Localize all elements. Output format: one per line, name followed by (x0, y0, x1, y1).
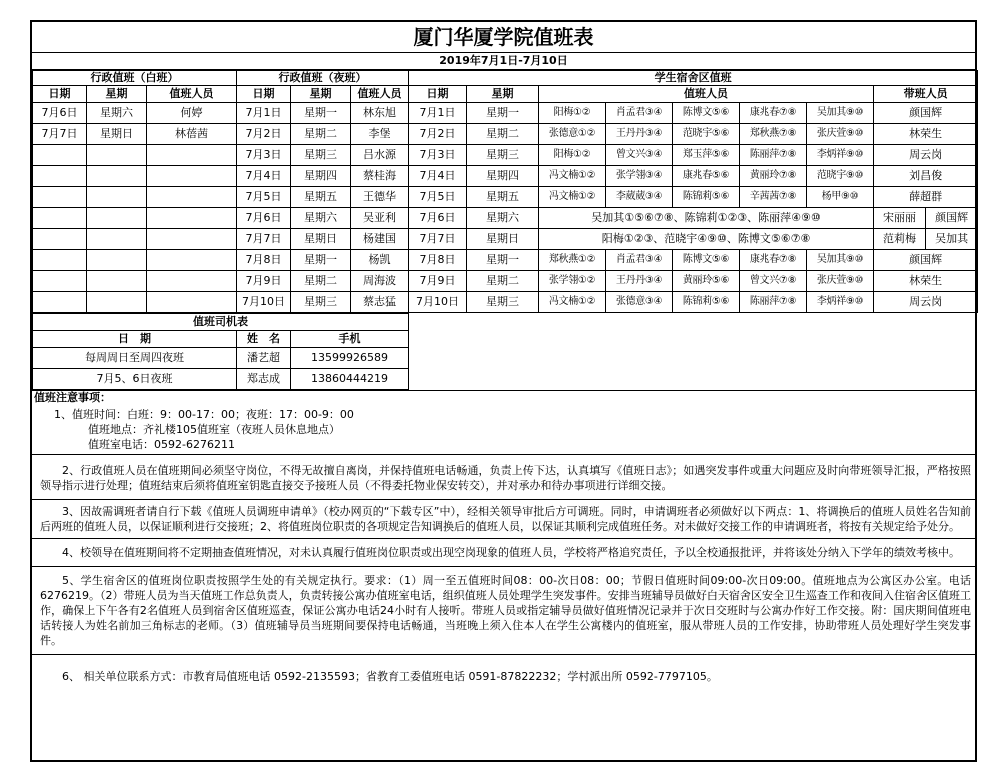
admin-day-weekday: 星期六 (87, 103, 147, 124)
dorm-lead-person: 周云岗 (874, 292, 978, 313)
admin-day-empty (147, 292, 237, 313)
dorm-person: 陈锦莉⑤⑥ (673, 292, 740, 313)
admin-night-weekday: 星期六 (291, 208, 351, 229)
driver-col-phone: 手机 (291, 331, 409, 348)
dorm-weekday: 星期一 (467, 250, 539, 271)
blank-cell (409, 369, 978, 390)
dorm-weekday: 星期四 (467, 166, 539, 187)
note-6 (32, 655, 975, 694)
roster-row (33, 187, 978, 208)
driver-name: 潘艺超 (237, 348, 291, 369)
dorm-lead-person: 颜国辉 (874, 103, 978, 124)
admin-day-empty (87, 208, 147, 229)
dorm-date: 7月8日 (409, 250, 467, 271)
admin-night-date: 7月4日 (237, 166, 291, 187)
col-header-weekday: 星期 (467, 86, 539, 103)
admin-day-section-header: 行政值班（白班） (33, 71, 237, 86)
col-header-date: 日期 (33, 86, 87, 103)
note-4-text: 4、校领导在值班期间将不定期抽查值班情况，对未认真履行值班岗位职责或出现空岗现象的值班人员，学校将严格追究责任，予以全校通报批评，并将该处分纳入下学年的绩效考核中。 (62, 546, 960, 559)
admin-night-person: 吕水源 (351, 145, 409, 166)
dorm-person: 阳梅①② (539, 145, 606, 166)
dorm-person: 郑秋燕①② (539, 250, 606, 271)
admin-night-person: 蔡桂海 (351, 166, 409, 187)
duty-notes (32, 390, 975, 694)
admin-night-date: 7月5日 (237, 187, 291, 208)
admin-night-weekday: 星期二 (291, 124, 351, 145)
dorm-section-header: 学生宿舍区值班 (409, 71, 978, 86)
admin-day-empty (33, 292, 87, 313)
admin-night-weekday: 星期一 (291, 103, 351, 124)
dorm-weekday: 星期五 (467, 187, 539, 208)
note-1 (32, 405, 975, 455)
col-header-date: 日期 (237, 86, 291, 103)
admin-day-date: 7月7日 (33, 124, 87, 145)
col-header-duty-person: 值班人员 (351, 86, 409, 103)
dorm-person: 曾文兴⑦⑧ (740, 271, 807, 292)
dorm-person: 李炳祥⑨⑩ (807, 145, 874, 166)
dorm-person: 张庆萱⑨⑩ (807, 271, 874, 292)
dorm-lead-person: 刘昌俊 (874, 166, 978, 187)
roster-table (32, 70, 978, 313)
driver-col-name: 姓 名 (237, 331, 291, 348)
admin-night-person: 李堡 (351, 124, 409, 145)
driver-row (33, 348, 978, 369)
dorm-person: 范晓宇⑨⑩ (807, 166, 874, 187)
admin-day-empty (147, 250, 237, 271)
driver-phone: 13599926589 (291, 348, 409, 369)
roster-row (33, 166, 978, 187)
admin-night-weekday: 星期三 (291, 292, 351, 313)
roster-row (33, 229, 978, 250)
dorm-person: 范晓宇⑤⑥ (673, 124, 740, 145)
admin-day-empty (147, 271, 237, 292)
admin-night-person: 杨建国 (351, 229, 409, 250)
blank-cell (409, 348, 978, 369)
duty-roster-sheet (30, 20, 977, 762)
roster-title: 厦门华厦学院值班表 (32, 22, 975, 53)
dorm-person: 冯文楠①② (539, 292, 606, 313)
dorm-person: 王丹丹③④ (606, 124, 673, 145)
dorm-person: 陈博文⑤⑥ (673, 103, 740, 124)
admin-day-empty (147, 229, 237, 250)
dorm-lead-person: 周云岗 (874, 145, 978, 166)
dorm-weekday: 星期二 (467, 271, 539, 292)
admin-day-empty (87, 187, 147, 208)
dorm-lead-person: 范莉梅 (874, 229, 926, 250)
dorm-date: 7月1日 (409, 103, 467, 124)
note-5 (32, 567, 975, 655)
roster-row (33, 292, 978, 313)
admin-day-empty (33, 187, 87, 208)
dorm-persons-merged: 吴加其①⑤⑥⑦⑧、陈锦莉①②③、陈丽萍④⑨⑩ (539, 208, 874, 229)
dorm-person: 陈锦莉⑤⑥ (673, 187, 740, 208)
dorm-date: 7月10日 (409, 292, 467, 313)
driver-col-date: 日 期 (33, 331, 237, 348)
admin-night-date: 7月6日 (237, 208, 291, 229)
admin-day-empty (147, 208, 237, 229)
dorm-person: 冯文楠①② (539, 187, 606, 208)
blank-cell (409, 314, 978, 331)
dorm-person: 张学翎③④ (606, 166, 673, 187)
admin-night-person: 杨凯 (351, 250, 409, 271)
note-2-text: 2、行政值班人员在值班期间必须坚守岗位，不得无故擅自离岗，并保持值班电话畅通，负责上传下达，认真填写《值班日志》；如遇突发事件或重大问题应及时向带班领导汇报，严格按照领导指示进行处理；值班结束后须将值班室钥匙直接交予接班人员（不得委托物业保安转交），并对承办和待办事项进行详细交接。 (40, 464, 971, 492)
dorm-person: 康兆春⑦⑧ (740, 103, 807, 124)
admin-day-date: 7月6日 (33, 103, 87, 124)
dorm-date: 7月2日 (409, 124, 467, 145)
admin-night-date: 7月1日 (237, 103, 291, 124)
admin-day-empty (87, 271, 147, 292)
admin-night-person: 周海波 (351, 271, 409, 292)
admin-day-empty (33, 250, 87, 271)
admin-day-empty (87, 250, 147, 271)
dorm-lead-person: 颜国辉 (926, 208, 978, 229)
dorm-person: 张庆萱⑨⑩ (807, 124, 874, 145)
blank-cell (409, 331, 978, 348)
col-header-weekday: 星期 (291, 86, 351, 103)
dorm-person: 王丹丹③④ (606, 271, 673, 292)
admin-day-empty (87, 166, 147, 187)
admin-night-person: 林东旭 (351, 103, 409, 124)
dorm-person: 辛茜茜⑦⑧ (740, 187, 807, 208)
roster-row (33, 250, 978, 271)
admin-night-section-header: 行政值班（夜班） (237, 71, 409, 86)
dorm-persons-merged: 阳梅①②③、范晓宇④⑨⑩、陈博文⑤⑥⑦⑧ (539, 229, 874, 250)
driver-name: 郑志成 (237, 369, 291, 390)
dorm-lead-person: 薛超群 (874, 187, 978, 208)
admin-night-person: 吴亚利 (351, 208, 409, 229)
driver-phone: 13860444219 (291, 369, 409, 390)
dorm-lead-person: 吴加其 (926, 229, 978, 250)
admin-day-empty (147, 187, 237, 208)
dorm-person: 黄丽玲⑦⑧ (740, 166, 807, 187)
note-6-text: 6、 相关单位联系方式：市教育局值班电话 0592-2135593；省教育工委值班电话 0591-87822232；学村派出所 0592-7797105。 (62, 670, 718, 683)
dorm-date: 7月5日 (409, 187, 467, 208)
admin-day-empty (33, 145, 87, 166)
driver-date: 每周周日至周四夜班 (33, 348, 237, 369)
dorm-person: 郑秋燕⑦⑧ (740, 124, 807, 145)
admin-night-weekday: 星期日 (291, 229, 351, 250)
admin-day-person: 何婷 (147, 103, 237, 124)
dorm-person: 吴加其⑨⑩ (807, 250, 874, 271)
admin-night-weekday: 星期一 (291, 250, 351, 271)
note-1-phone: 值班室电话：0592-6276211 (88, 438, 235, 451)
driver-row (33, 369, 978, 390)
dorm-lead-person: 颜国辉 (874, 250, 978, 271)
dorm-person: 冯文楠①② (539, 166, 606, 187)
roster-row (33, 271, 978, 292)
admin-day-empty (147, 145, 237, 166)
admin-night-date: 7月7日 (237, 229, 291, 250)
admin-night-date: 7月10日 (237, 292, 291, 313)
note-4 (32, 539, 975, 567)
col-header-duty-person: 值班人员 (539, 86, 874, 103)
admin-day-weekday: 星期日 (87, 124, 147, 145)
admin-day-empty (33, 208, 87, 229)
dorm-date: 7月3日 (409, 145, 467, 166)
dorm-date: 7月7日 (409, 229, 467, 250)
dorm-person: 张德意①② (539, 124, 606, 145)
dorm-person: 阳梅①② (539, 103, 606, 124)
dorm-weekday: 星期六 (467, 208, 539, 229)
note-2 (32, 455, 975, 500)
admin-night-date: 7月9日 (237, 271, 291, 292)
dorm-person: 肖孟君③④ (606, 103, 673, 124)
dorm-lead-person: 宋丽丽 (874, 208, 926, 229)
admin-night-weekday: 星期三 (291, 145, 351, 166)
admin-night-person: 王德华 (351, 187, 409, 208)
dorm-person: 康兆春⑤⑥ (673, 166, 740, 187)
notes-heading: 值班注意事项： (34, 391, 111, 404)
note-1-location: 值班地点：齐礼楼105值班室（夜班人员休息地点） (88, 423, 340, 436)
roster-row (33, 208, 978, 229)
roster-row (33, 145, 978, 166)
roster-row (33, 124, 978, 145)
dorm-lead-person: 林荣生 (874, 271, 978, 292)
dorm-date: 7月4日 (409, 166, 467, 187)
admin-day-empty (147, 166, 237, 187)
admin-night-date: 7月2日 (237, 124, 291, 145)
admin-day-empty (87, 229, 147, 250)
dorm-person: 张学翎①② (539, 271, 606, 292)
dorm-person: 杨甲⑨⑩ (807, 187, 874, 208)
col-header-date: 日期 (409, 86, 467, 103)
drivers-section-header: 值班司机表 (33, 314, 409, 331)
col-header-lead-person: 带班人员 (874, 86, 978, 103)
admin-day-empty (33, 166, 87, 187)
note-5-text: 5、学生宿舍区的值班岗位职责按照学生处的有关规定执行。要求：（1）周一至五值班时间08：00-次日08：00；节假日值班时间09:00-次日09:00。值班地点为公寓区办公室。电话6276219。（2）带班人员为当天值班工作总负责人，负责转接公寓办值班室电话，组织值班人员处理学生突发事件。安排当班辅导员做好白天宿舍区安全卫生巡查工作和夜间入住宿舍区值班工作，确保上下午各有2名值班人员到宿舍区值班巡查，保证公寓办电话24小时有人接听。带班人员或指定辅导员做好值班情况记录并于次日交班时与公寓办作好工作交接。附：国庆期间值班电话转接人为姓名前加三角标志的老师。（3）值班辅导员当班期间要保持电话畅通，当班晚上须入住本人在学生公寓楼内的值班室，服从带班人员的工作安排，协助带班人员处理好学生突发事件。 (40, 574, 971, 647)
dorm-weekday: 星期一 (467, 103, 539, 124)
dorm-weekday: 星期二 (467, 124, 539, 145)
dorm-date: 7月6日 (409, 208, 467, 229)
admin-day-empty (33, 229, 87, 250)
note-3 (32, 500, 975, 539)
driver-table (32, 313, 978, 390)
dorm-person: 陈博文⑤⑥ (673, 250, 740, 271)
dorm-person: 康兆春⑦⑧ (740, 250, 807, 271)
admin-night-weekday: 星期五 (291, 187, 351, 208)
admin-night-date: 7月3日 (237, 145, 291, 166)
dorm-weekday: 星期三 (467, 292, 539, 313)
admin-night-weekday: 星期二 (291, 271, 351, 292)
admin-day-empty (87, 145, 147, 166)
dorm-person: 李葳葳③④ (606, 187, 673, 208)
col-header-weekday: 星期 (87, 86, 147, 103)
dorm-person: 郑玉萍⑤⑥ (673, 145, 740, 166)
note-3-text: 3、因故需调班者请自行下载《值班人员调班申请单》（校办网页的“下载专区”中），经相关领导审批后方可调班。同时，申请调班者必须做好以下两点：1、将调换后的值班人员姓名告知前后两班的值班人员，以保证顺利进行交接班；2、将值班岗位职责的各项规定告知调换后的值班人员，以保证其顺利完成值班任务。对未做好交接工作的申请调班者，将按有关规定给予处分。 (40, 505, 971, 533)
roster-row (33, 103, 978, 124)
dorm-person: 陈丽萍⑦⑧ (740, 145, 807, 166)
dorm-weekday: 星期三 (467, 145, 539, 166)
admin-night-weekday: 星期四 (291, 166, 351, 187)
admin-day-person: 林蓓茜 (147, 124, 237, 145)
dorm-person: 吴加其⑨⑩ (807, 103, 874, 124)
dorm-person: 黄丽玲⑤⑥ (673, 271, 740, 292)
dorm-person: 张德意③④ (606, 292, 673, 313)
dorm-date: 7月9日 (409, 271, 467, 292)
roster-period: 2019年7月1日-7月10日 (32, 53, 975, 70)
admin-night-date: 7月8日 (237, 250, 291, 271)
dorm-lead-person: 林荣生 (874, 124, 978, 145)
driver-date: 7月5、6日夜班 (33, 369, 237, 390)
note-1-time: 1、值班时间：白班：9：00-17：00；夜班：17：00-9：00 (54, 408, 354, 421)
dorm-person: 肖孟君③④ (606, 250, 673, 271)
dorm-weekday: 星期日 (467, 229, 539, 250)
dorm-person: 陈丽萍⑦⑧ (740, 292, 807, 313)
dorm-person: 曾文兴③④ (606, 145, 673, 166)
admin-night-person: 蔡志猛 (351, 292, 409, 313)
admin-day-empty (33, 271, 87, 292)
col-header-duty-person: 值班人员 (147, 86, 237, 103)
admin-day-empty (87, 292, 147, 313)
dorm-person: 李炳祥⑨⑩ (807, 292, 874, 313)
